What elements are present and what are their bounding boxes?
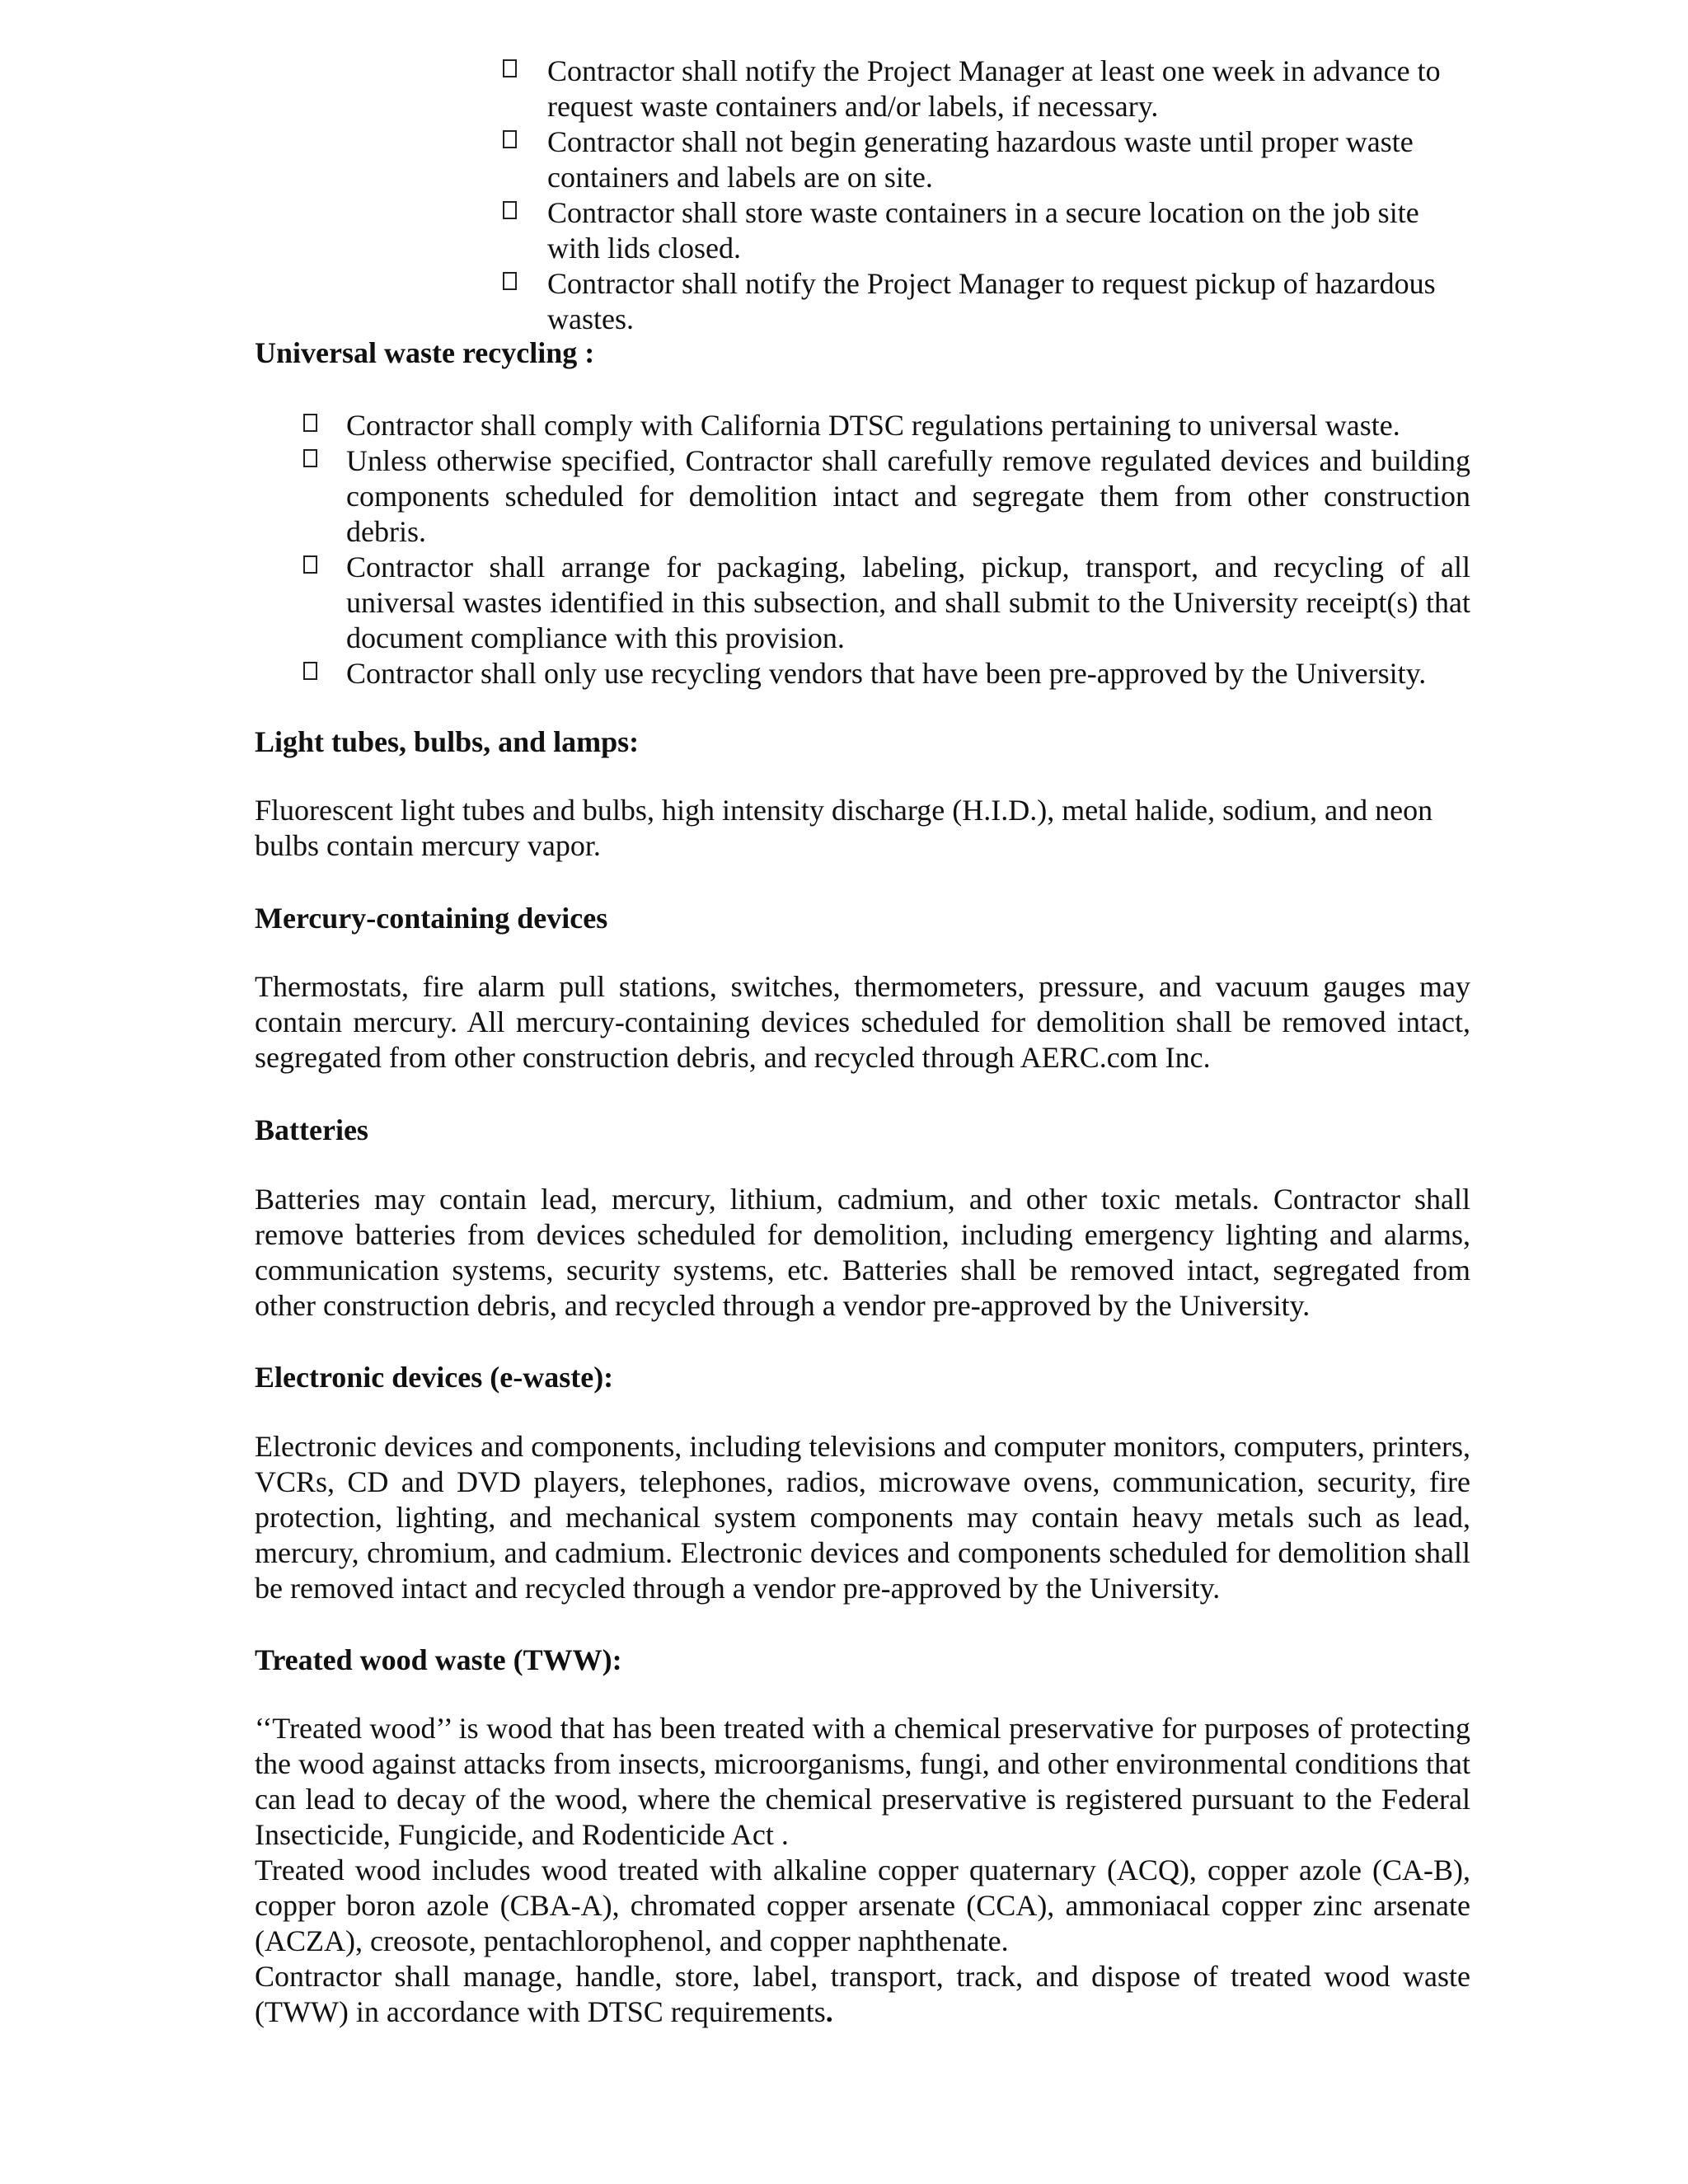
list-item-text: Contractor shall only use recycling vendors that have been pre-approved by the University. bbox=[346, 657, 1427, 690]
list-item-text: Contractor shall notify the Project Manager to request pickup of hazardous wastes. bbox=[547, 267, 1436, 335]
checkbox-bullet-icon bbox=[303, 555, 317, 574]
mercury-heading: Mercury-containing devices bbox=[255, 902, 608, 935]
checkbox-bullet-icon bbox=[503, 272, 517, 290]
list-item-text: Contractor shall arrange for packaging, labeling, pickup, transport, and recycling of all universal wastes identified in this subsection, and shall submit to the University receipt(s) that document compliance with this provision. bbox=[346, 551, 1470, 654]
list-item bbox=[302, 656, 1470, 691]
checkbox-bullet-icon bbox=[303, 449, 317, 467]
batteries-heading: Batteries bbox=[255, 1113, 368, 1146]
batteries-text: Batteries may contain lead, mercury, lithium, cadmium, and other toxic metals. Contractor shall remove batteries from devices scheduled for demolition, including emergency lighting and alarms, communication systems, security systems, etc. Batteries shall be removed intact, segregated from other construction debris, and recycled through a vendor pre-approved by the University. bbox=[255, 1183, 1470, 1322]
list-item-text: Contractor shall notify the Project Manager at least one week in advance to request waste containers and/or labels, if necessary. bbox=[547, 54, 1441, 123]
checkbox-bullet-icon bbox=[503, 59, 517, 77]
checkbox-bullet-icon bbox=[503, 130, 517, 148]
treated-wood-heading: Treated wood waste (TWW): bbox=[255, 1643, 622, 1676]
checkbox-bullet-icon bbox=[503, 201, 517, 219]
light-tubes-text: Fluorescent light tubes and bulbs, high intensity discharge (H.I.D.), metal halide, sodium, and neon bulbs contain mercury vapor. bbox=[255, 794, 1433, 862]
treated-wood-paragraph-3-text: Contractor shall manage, handle, store, label, transport, track, and dispose of treated wood waste (TWW) in accordance with DTSC requirements bbox=[255, 1960, 1470, 2028]
list-item bbox=[302, 408, 1470, 443]
checkbox-bullet-icon bbox=[303, 414, 317, 432]
ewaste-heading: Electronic devices (e-waste): bbox=[255, 1361, 614, 1394]
treated-wood-paragraph-1: ‘‘Treated wood’’ is wood that has been treated with a chemical preservative for purposes of protecting the wood against attacks from insects, microorganisms, fungi, and other environmental conditions that can lead to decay of the wood, where the chemical preservative is registered pursuant to the Federal Insecticide, Fungicide, and Rodenticide Act . bbox=[255, 1712, 1470, 1851]
period-mark: . bbox=[825, 1995, 833, 2028]
list-item bbox=[302, 443, 1470, 550]
universal-waste-list bbox=[302, 408, 1470, 691]
treated-wood-paragraph-2: Treated wood includes wood treated with alkaline copper quaternary (ACQ), copper azole (CA-B), copper boron azole (CBA-A), chromated copper arsenate (CCA), ammoniacal copper zinc arsenate (ACZA), creosote, pentachlorophenol, and copper naphthenate. bbox=[255, 1854, 1470, 1957]
mercury-text: Thermostats, fire alarm pull stations, switches, thermometers, pressure, and vacuum gauges may contain mercury. All mercury-containing devices scheduled for demolition shall be removed intact, segregated from other construction debris, and recycled through AERC.com Inc. bbox=[255, 970, 1470, 1074]
requirements-list bbox=[501, 54, 1470, 337]
treated-wood-text bbox=[255, 1711, 1470, 2030]
list-item bbox=[501, 54, 1470, 124]
light-tubes-heading: Light tubes, bulbs, and lamps: bbox=[255, 725, 640, 758]
list-item bbox=[501, 124, 1470, 195]
list-item bbox=[501, 195, 1470, 266]
ewaste-text: Electronic devices and components, including televisions and computer monitors, computers, printers, VCRs, CD and DVD players, telephones, radios, microwave ovens, communication, security, fire protection, lighting, and mechanical system components may contain heavy metals such as lead, mercury, chromium, and cadmium. Electronic devices and components scheduled for demolition shall be removed intact and recycled through a vendor pre-approved by the University. bbox=[255, 1430, 1470, 1605]
list-item bbox=[501, 266, 1470, 337]
list-item-text: Contractor shall not begin generating hazardous waste until proper waste containers and labels are on site. bbox=[547, 125, 1414, 194]
list-item-text: Contractor shall comply with California DTSC regulations pertaining to universal waste. bbox=[346, 409, 1400, 442]
list-item-text: Unless otherwise specified, Contractor shall carefully remove regulated devices and building components scheduled for demolition intact and segregate them from other construction debris. bbox=[346, 444, 1470, 548]
list-item bbox=[302, 550, 1470, 656]
treated-wood-paragraph-3 bbox=[255, 1959, 1470, 2030]
checkbox-bullet-icon bbox=[303, 662, 317, 680]
universal-waste-heading: Universal waste recycling : bbox=[255, 336, 595, 369]
list-item-text: Contractor shall store waste containers in a secure location on the job site with lids closed. bbox=[547, 196, 1419, 265]
